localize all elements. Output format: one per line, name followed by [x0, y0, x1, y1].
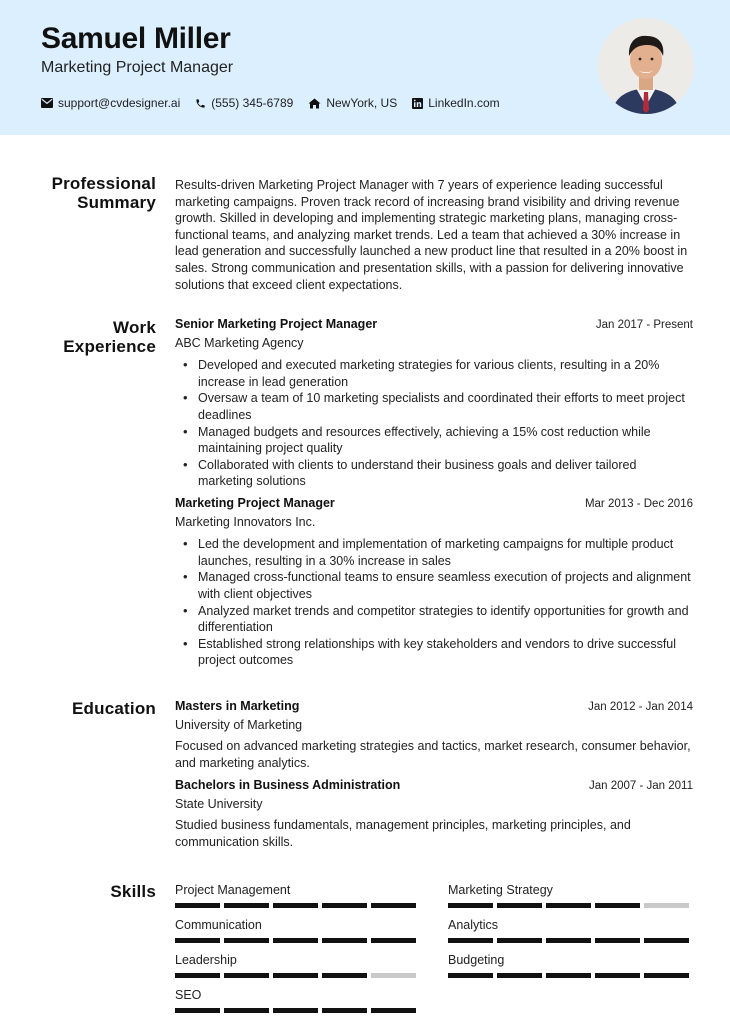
section-title-summary	[52, 174, 156, 212]
skill-segment-filled	[224, 1008, 269, 1013]
work-entry-date: Jan 2017 - Present	[595, 319, 693, 331]
skill-segment-filled	[371, 903, 416, 908]
skill-segment-filled	[273, 1008, 318, 1013]
job-title: Marketing Project Manager	[41, 59, 234, 76]
skill-name: Budgeting	[448, 953, 505, 967]
skill-segment-filled	[448, 903, 493, 908]
contact-email[interactable]	[41, 96, 180, 110]
skill-name: SEO	[175, 988, 202, 1002]
education-date: Jan 2007 - Jan 2011	[588, 780, 693, 792]
skill-segment-filled	[224, 973, 269, 978]
education-entry	[175, 698, 693, 771]
skill-segment-filled	[322, 938, 367, 943]
skill-segment-filled	[273, 903, 318, 908]
summary-text: Results-driven Marketing Project Manager with 7 years of experience leading successful marketing campaigns. Proven track record of increasing brand visibility and driving revenue growth. Skilled in developing and implementing strategic marketing plans, managing cross-functional teams, and analyzing market trends. Led a team that achieved a 30% increase in lead generation and successfully launched a new product line that resulted in a 20% boost in sales. Strong communication and presentation skills, with a passion for delivering innovative solutions that exceed client expectations.	[175, 178, 688, 292]
contact-phone[interactable]	[195, 96, 293, 110]
contact-bar	[41, 96, 515, 110]
skill-name: Analytics	[448, 918, 499, 932]
contact-linkedin[interactable]	[412, 96, 499, 110]
section-title-work-line1: Work	[113, 318, 156, 337]
skill-level-bar	[175, 903, 420, 908]
list-item: • Analyzed market trends and competitor strategies to identify opportunities for growth and differentiation	[183, 603, 693, 636]
skill-name: Project Management	[175, 883, 291, 897]
section-title-summary-line1: Professional	[51, 174, 156, 193]
profile-photo	[598, 18, 694, 114]
skill-item	[175, 952, 420, 978]
header-banner	[0, 0, 730, 135]
education-date: Jan 2012 - Jan 2014	[588, 701, 693, 713]
skill-segment-filled	[497, 973, 542, 978]
education-school: State University	[175, 796, 263, 811]
list-item: • Oversaw a team of 10 marketing specialists and coordinated their efforts to meet project deadlines	[183, 390, 693, 423]
section-title-work-line2: Experience	[63, 337, 156, 356]
education-entry	[175, 777, 693, 850]
skill-level-bar	[175, 938, 420, 943]
skill-segment-filled	[595, 973, 640, 978]
skill-segment-filled	[595, 903, 640, 908]
work-entry-org: ABC Marketing Agency	[175, 335, 304, 350]
skill-segment-filled	[546, 938, 591, 943]
skill-level-bar	[448, 938, 693, 943]
list-item: • Led the development and implementation of marketing campaigns for multiple product launches, resulting in a 30% increase in sales	[183, 536, 693, 569]
education-school: University of Marketing	[175, 717, 303, 732]
skill-segment-filled	[448, 973, 493, 978]
skill-segment-filled	[224, 938, 269, 943]
contact-location-text: NewYork, US	[326, 96, 398, 110]
work-entry-bullets	[183, 536, 693, 669]
contact-location	[308, 96, 397, 110]
skill-level-bar	[448, 973, 693, 978]
skill-name: Marketing Strategy	[448, 883, 553, 897]
education-entry-header	[175, 698, 693, 716]
skill-segment-filled	[273, 938, 318, 943]
skill-level-bar	[175, 1008, 420, 1013]
skill-segment-filled	[175, 973, 220, 978]
skill-segment-filled	[497, 903, 542, 908]
skill-segment-filled	[322, 1008, 367, 1013]
skill-segment-filled	[322, 973, 367, 978]
skill-item	[175, 917, 420, 943]
skill-item	[448, 882, 693, 908]
linkedin-icon	[412, 98, 423, 109]
section-title-summary-line2: Summary	[77, 193, 156, 212]
education-description: Focused on advanced marketing strategies and tactics, market research, consumer behavior, and marketing analytics.	[175, 739, 691, 770]
skill-segment-filled	[595, 938, 640, 943]
work-entry-date: Mar 2013 - Dec 2016	[584, 498, 693, 510]
skill-item	[175, 882, 420, 908]
education-description: Studied business fundamentals, management principles, marketing principles, and communication skills.	[175, 818, 631, 849]
skill-segment-filled	[175, 903, 220, 908]
education-degree: Masters in Marketing	[175, 699, 300, 713]
skill-item	[448, 952, 693, 978]
skill-segment-filled	[497, 938, 542, 943]
skill-segment-empty	[371, 973, 416, 978]
skill-item	[175, 987, 420, 1013]
section-title-skills: Skills	[110, 882, 156, 901]
skill-segment-filled	[175, 1008, 220, 1013]
person-portrait-icon	[598, 18, 694, 114]
work-entry-org: Marketing Innovators Inc.	[175, 514, 316, 529]
education-degree: Bachelors in Business Administration	[175, 778, 401, 792]
skill-segment-filled	[224, 903, 269, 908]
skill-segment-filled	[546, 903, 591, 908]
skill-name: Communication	[175, 918, 262, 932]
list-item: • Managed budgets and resources effectively, achieving a 15% cost reduction while maintaining project quality	[183, 424, 693, 457]
work-entry-title: Senior Marketing Project Manager	[175, 317, 378, 331]
skill-segment-filled	[371, 938, 416, 943]
list-item: • Developed and executed marketing strategies for various clients, resulting in a 20% increase in lead generation	[183, 357, 693, 390]
skill-level-bar	[175, 973, 420, 978]
skill-name: Leadership	[175, 953, 237, 967]
section-title-education: Education	[72, 699, 156, 718]
skill-segment-filled	[644, 973, 689, 978]
list-item: • Collaborated with clients to understand their business goals and deliver tailored marketing solutions	[183, 457, 693, 490]
phone-icon	[195, 98, 206, 109]
candidate-name: Samuel Miller	[41, 22, 231, 55]
work-entry-header	[175, 316, 693, 334]
skill-segment-empty	[644, 903, 689, 908]
skill-segment-filled	[546, 973, 591, 978]
work-entry-header	[175, 495, 693, 513]
skill-item	[448, 917, 693, 943]
skill-segment-filled	[644, 938, 689, 943]
section-title-work	[63, 318, 156, 356]
contact-phone-text: (555) 345-6789	[211, 96, 294, 110]
contact-linkedin-text: LinkedIn.com	[428, 96, 500, 110]
skill-segment-filled	[371, 1008, 416, 1013]
work-entry	[175, 495, 693, 669]
skill-segment-filled	[175, 938, 220, 943]
education-entry-header	[175, 777, 693, 795]
skill-level-bar	[448, 903, 693, 908]
list-item: • Managed cross-functional teams to ensure seamless execution of projects and alignment with client objectives	[183, 569, 693, 602]
skill-segment-filled	[448, 938, 493, 943]
home-icon	[308, 98, 321, 109]
contact-email-text: support@cvdesigner.ai	[58, 96, 181, 110]
work-entry-title: Marketing Project Manager	[175, 496, 335, 510]
list-item: • Established strong relationships with key stakeholders and vendors to drive successful project outcomes	[183, 636, 693, 669]
work-entry	[175, 316, 693, 490]
skill-segment-filled	[273, 973, 318, 978]
skill-segment-filled	[322, 903, 367, 908]
work-entry-bullets	[183, 357, 693, 490]
email-icon	[41, 98, 53, 108]
